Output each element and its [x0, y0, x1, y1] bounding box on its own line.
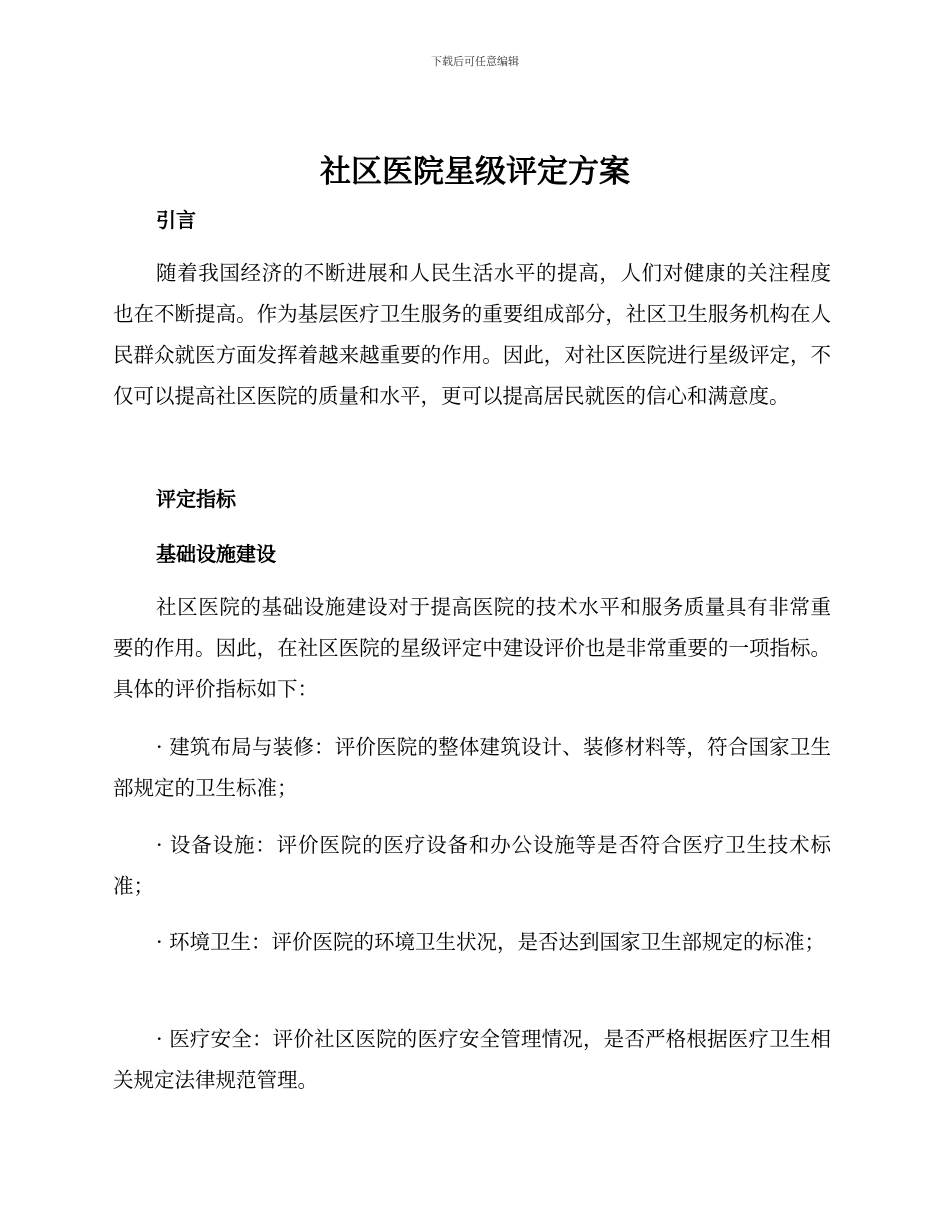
infrastructure-heading: 基础设施建设 [156, 542, 276, 566]
bullet-item-building: · 建筑布局与装修：评价医院的整体建筑设计、装修材料等，符合国家卫生部规定的卫生标准； [113, 735, 831, 800]
document-title: 社区医院星级评定方案 [320, 154, 630, 190]
header-note: 下载后可任意编辑 [431, 55, 519, 68]
criteria-heading: 评定指标 [156, 487, 236, 511]
intro-heading: 引言 [156, 208, 196, 232]
bullet-item-equipment: · 设备设施：评价医院的医疗设备和办公设施等是否符合医疗卫生技术标准； [113, 833, 831, 898]
intro-paragraph: 随着我国经济的不断进展和人民生活水平的提高，人们对健康的关注程度也在不断提高。作为基层医疗卫生服务的重要组成部分，社区卫生服务机构在人民群众就医方面发挥着越来越重要的作用。因此，对社区医院进行星级评定，不仅可以提高社区医院的质量和水平，更可以提高居民就医的信心和满意度。 [113, 261, 831, 408]
bullet-item-safety: · 医疗安全：评价社区医院的医疗安全管理情况，是否严格根据医疗卫生相关规定法律规范管理。 [113, 1027, 831, 1092]
bullet-item-environment: · 环境卫生：评价医院的环境卫生状况，是否达到国家卫生部规定的标准； [156, 930, 826, 954]
infrastructure-paragraph: 社区医院的基础设施建设对于提高医院的技术水平和服务质量具有非常重要的作用。因此，在社区医院的星级评定中建设评价也是非常重要的一项指标。具体的评价指标如下： [113, 595, 831, 701]
